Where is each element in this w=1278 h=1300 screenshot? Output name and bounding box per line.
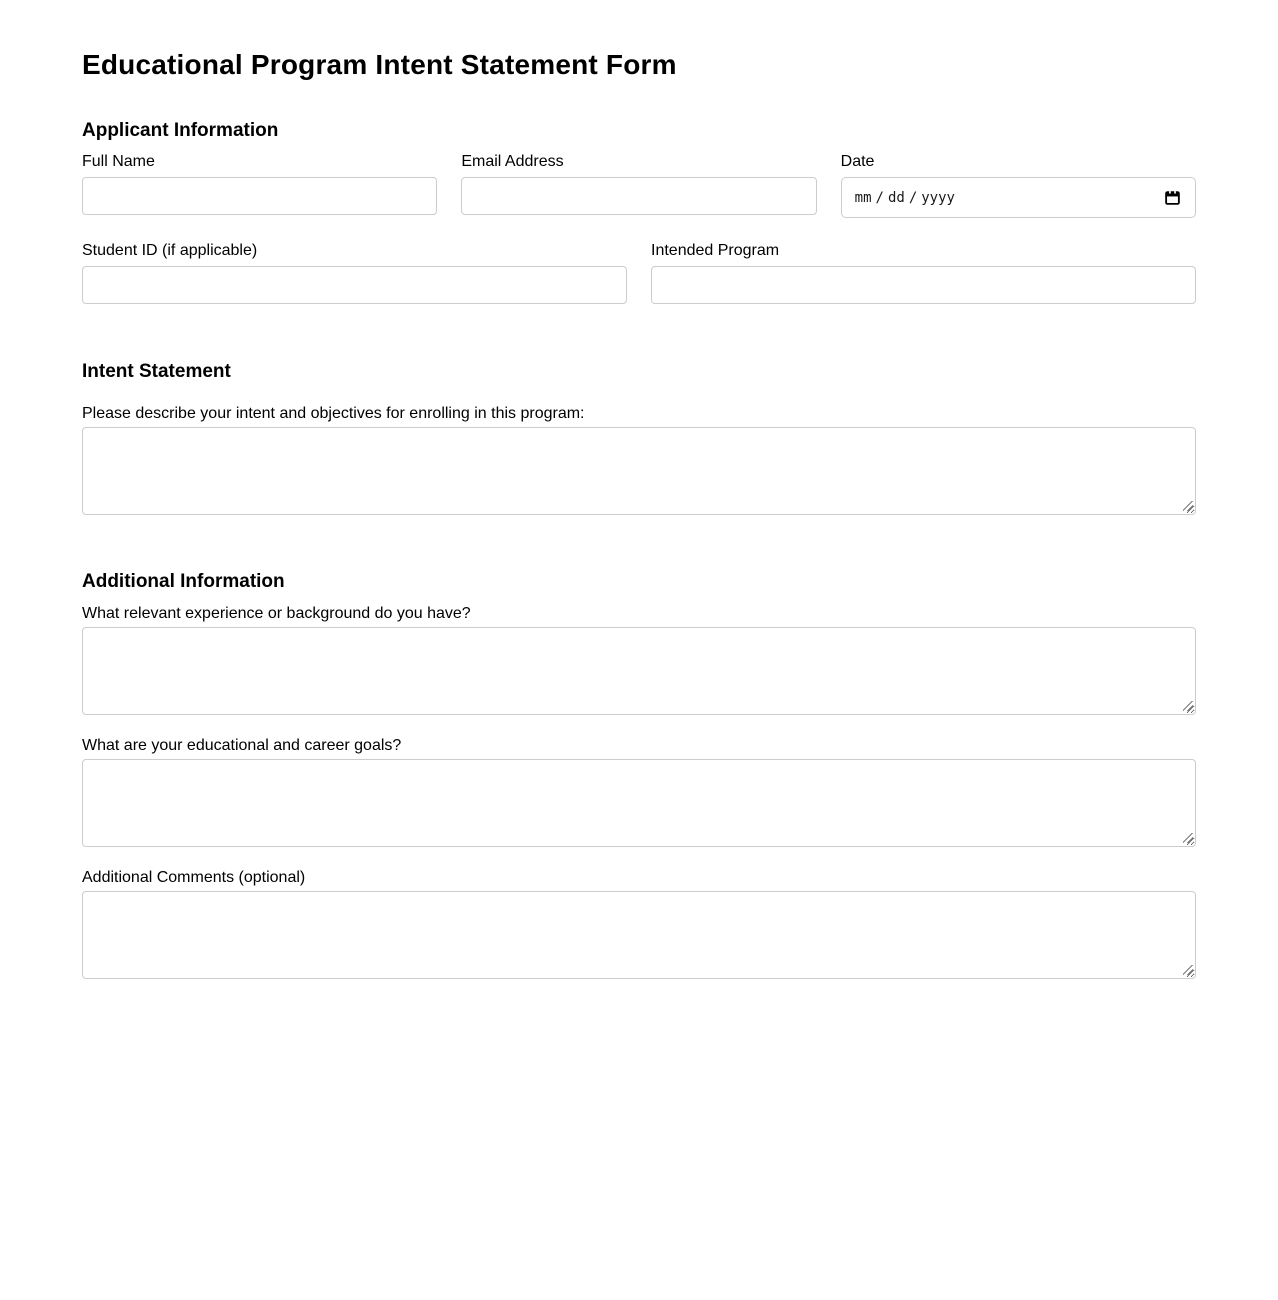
experience-question-label: What relevant experience or background do you have? bbox=[82, 604, 471, 622]
date-label: Date bbox=[840, 153, 875, 171]
applicant-row-2 bbox=[82, 241, 1196, 304]
intended-program-input[interactable] bbox=[651, 266, 1196, 304]
calendar-icon[interactable] bbox=[1164, 189, 1182, 207]
intent-statement-textarea[interactable] bbox=[82, 427, 1196, 515]
form-page bbox=[82, 0, 1196, 979]
applicant-information-heading: Applicant Information bbox=[82, 120, 279, 142]
section-intent-statement bbox=[82, 361, 1196, 515]
full-name-label: Full Name bbox=[82, 153, 155, 171]
full-name-field-group bbox=[82, 152, 437, 218]
experience-textarea-wrap bbox=[82, 627, 1196, 715]
intended-program-label: Intended Program bbox=[651, 242, 780, 260]
date-input[interactable] bbox=[841, 177, 1196, 218]
section-additional-information bbox=[82, 571, 1196, 979]
applicant-row-1 bbox=[82, 152, 1196, 218]
date-field-group bbox=[841, 152, 1196, 218]
email-field-group bbox=[461, 152, 816, 218]
goals-textarea-wrap bbox=[82, 759, 1196, 847]
additional-comments-label: Additional Comments (optional) bbox=[82, 868, 306, 886]
date-placeholder: mm / dd / yyyy bbox=[854, 189, 955, 206]
intent-statement-textarea-wrap bbox=[82, 427, 1196, 515]
intent-statement-heading: Intent Statement bbox=[82, 361, 231, 383]
experience-textarea[interactable] bbox=[82, 627, 1196, 715]
student-id-input[interactable] bbox=[82, 266, 627, 304]
student-id-field-group bbox=[82, 241, 627, 304]
student-id-label: Student ID (if applicable) bbox=[82, 242, 258, 260]
additional-information-heading: Additional Information bbox=[82, 570, 285, 592]
full-name-input[interactable] bbox=[82, 177, 437, 215]
goals-question-label: What are your educational and career goals? bbox=[82, 736, 402, 754]
section-applicant-information bbox=[82, 120, 1196, 304]
email-field[interactable] bbox=[461, 177, 816, 215]
additional-comments-textarea-wrap bbox=[82, 891, 1196, 979]
intended-program-field-group bbox=[651, 241, 1196, 304]
page-title: Educational Program Intent Statement Form bbox=[82, 49, 677, 80]
intent-statement-prompt: Please describe your intent and objectives for enrolling in this program: bbox=[82, 404, 585, 422]
goals-textarea[interactable] bbox=[82, 759, 1196, 847]
email-label: Email Address bbox=[461, 153, 564, 171]
additional-comments-textarea[interactable] bbox=[82, 891, 1196, 979]
